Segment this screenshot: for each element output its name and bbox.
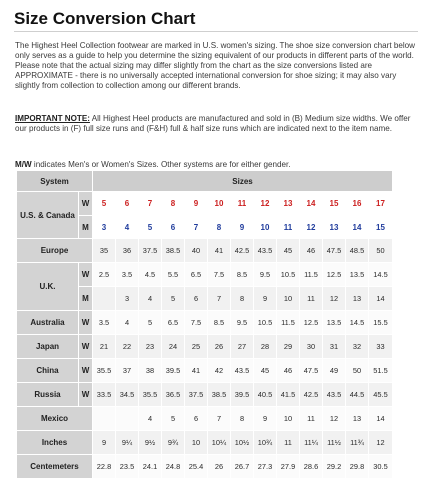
size-cell: 7 [139, 192, 162, 216]
size-cell: 2.5 [93, 263, 116, 287]
us-canada-label: U.S. & Canada [17, 192, 79, 239]
size-cell: 41 [185, 359, 208, 383]
size-cell: 9.5 [231, 311, 254, 335]
size-cell: 7 [185, 216, 208, 239]
size-cell: 41.5 [277, 383, 300, 407]
size-cell: 10.5 [254, 311, 277, 335]
size-cell: 11¼ [300, 431, 323, 455]
size-cell: 13 [346, 407, 369, 431]
size-cell: 10½ [231, 431, 254, 455]
size-cell: 49 [323, 359, 346, 383]
size-cell: 3 [93, 216, 116, 239]
size-cell: 8 [231, 287, 254, 311]
size-cell: 9 [254, 407, 277, 431]
size-cell: 30 [300, 335, 323, 359]
size-cell: 39.5 [231, 383, 254, 407]
gender-w-label: W [79, 335, 93, 359]
size-cell: 35.5 [139, 383, 162, 407]
important-note-label: IMPORTANT NOTE: [15, 114, 90, 123]
table-row [17, 263, 393, 287]
size-cell: 10¾ [254, 431, 277, 455]
size-cell: 23 [139, 335, 162, 359]
size-cell: 32 [346, 335, 369, 359]
size-cell: 6.5 [185, 263, 208, 287]
size-cell: 12 [323, 287, 346, 311]
size-cell: 26 [208, 335, 231, 359]
size-conversion-table [16, 170, 393, 479]
size-cell [116, 407, 139, 431]
size-cell: 26 [208, 455, 231, 479]
size-cell: 9.5 [254, 263, 277, 287]
size-cell: 10¼ [208, 431, 231, 455]
size-cell: 39.5 [162, 359, 185, 383]
size-cell: 10 [277, 287, 300, 311]
table-row [17, 359, 393, 383]
size-cell: 11¾ [346, 431, 369, 455]
centimeters-label: Centemeters [17, 455, 93, 479]
size-cell: 10 [185, 431, 208, 455]
size-cell: 28.6 [300, 455, 323, 479]
size-cell: 6 [162, 216, 185, 239]
size-cell: 16 [346, 192, 369, 216]
table-row [17, 311, 393, 335]
size-cell: 4 [116, 216, 139, 239]
size-cell: 15 [369, 216, 393, 239]
size-cell: 5 [139, 216, 162, 239]
size-cell: 9½ [139, 431, 162, 455]
gender-w-label: W [79, 192, 93, 216]
size-cell: 37.5 [185, 383, 208, 407]
size-cell: 33 [369, 335, 393, 359]
size-cell: 12 [254, 192, 277, 216]
table-row [17, 383, 393, 407]
gender-w-label: W [79, 311, 93, 335]
size-cell: 22.8 [93, 455, 116, 479]
table-header-row [17, 171, 393, 192]
gender-w-label: W [79, 359, 93, 383]
size-cell: 45 [277, 239, 300, 263]
size-cell: 10 [277, 407, 300, 431]
size-cell: 42.5 [300, 383, 323, 407]
size-cell: 11.5 [300, 263, 323, 287]
size-cell: 5.5 [162, 263, 185, 287]
australia-label: Australia [17, 311, 79, 335]
size-cell: 10 [208, 192, 231, 216]
table-row [17, 239, 393, 263]
size-cell: 5 [139, 311, 162, 335]
size-cell: 17 [369, 192, 393, 216]
size-cell: 28 [254, 335, 277, 359]
size-cell: 7 [208, 407, 231, 431]
size-cell: 11 [231, 192, 254, 216]
size-cell: 40.5 [254, 383, 277, 407]
size-cell: 43.5 [231, 359, 254, 383]
size-cell: 27.3 [254, 455, 277, 479]
size-cell: 46 [300, 239, 323, 263]
russia-label: Russia [17, 383, 79, 407]
table-row [17, 455, 393, 479]
size-cell: 38.5 [208, 383, 231, 407]
size-cell: 11 [277, 431, 300, 455]
size-cell: 5 [162, 287, 185, 311]
gender-m-label: M [79, 287, 93, 311]
size-cell: 8 [208, 216, 231, 239]
size-cell: 14 [346, 216, 369, 239]
size-cell: 5 [162, 407, 185, 431]
size-cell: 4 [116, 311, 139, 335]
table-row [17, 192, 393, 216]
size-cell: 14.5 [369, 263, 393, 287]
size-cell: 8 [162, 192, 185, 216]
size-cell: 30.5 [369, 455, 393, 479]
size-cell: 50 [346, 359, 369, 383]
japan-label: Japan [17, 335, 79, 359]
size-cell: 13 [277, 192, 300, 216]
size-cell: 6.5 [162, 311, 185, 335]
size-cell: 40 [185, 239, 208, 263]
size-cell: 9 [185, 192, 208, 216]
size-cell: 9¾ [162, 431, 185, 455]
size-cell: 14 [300, 192, 323, 216]
size-cell: 12.5 [300, 311, 323, 335]
size-cell: 4 [139, 407, 162, 431]
size-cell: 31 [323, 335, 346, 359]
size-cell: 11 [300, 407, 323, 431]
size-cell: 51.5 [369, 359, 393, 383]
table-row [17, 335, 393, 359]
uk-label: U.K. [17, 263, 79, 311]
size-cell: 29 [277, 335, 300, 359]
size-cell: 24.8 [162, 455, 185, 479]
size-cell: 13 [323, 216, 346, 239]
size-cell: 13.5 [323, 311, 346, 335]
size-cell: 3.5 [93, 311, 116, 335]
size-cell: 36.5 [162, 383, 185, 407]
size-cell: 8 [231, 407, 254, 431]
table-row [17, 407, 393, 431]
size-cell: 9 [254, 287, 277, 311]
size-cell: 12 [323, 407, 346, 431]
size-cell: 12.5 [323, 263, 346, 287]
size-cell: 5 [93, 192, 116, 216]
size-cell: 7.5 [208, 263, 231, 287]
size-cell: 15 [323, 192, 346, 216]
size-cell: 15.5 [369, 311, 393, 335]
size-cell: 11½ [323, 431, 346, 455]
size-cell: 33.5 [93, 383, 116, 407]
page-title: Size Conversion Chart [14, 9, 196, 28]
size-cell [93, 407, 116, 431]
size-cell: 29.2 [323, 455, 346, 479]
size-cell: 10.5 [277, 263, 300, 287]
size-cell: 46 [277, 359, 300, 383]
size-cell: 9¼ [116, 431, 139, 455]
size-cell: 9 [231, 216, 254, 239]
gender-m-label: M [79, 216, 93, 239]
size-cell [93, 287, 116, 311]
size-cell: 6 [185, 287, 208, 311]
size-cell: 3.5 [116, 263, 139, 287]
size-cell: 6 [116, 192, 139, 216]
size-cell: 7.5 [185, 311, 208, 335]
size-cell: 42 [208, 359, 231, 383]
size-cell: 8.5 [231, 263, 254, 287]
size-cell: 45 [254, 359, 277, 383]
size-cell: 34.5 [116, 383, 139, 407]
size-cell: 35.5 [93, 359, 116, 383]
gender-w-label: W [79, 263, 93, 287]
size-cell: 12 [369, 431, 393, 455]
size-cell: 27 [231, 335, 254, 359]
size-cell: 25.4 [185, 455, 208, 479]
size-cell: 4 [139, 287, 162, 311]
size-cell: 10 [254, 216, 277, 239]
size-cell: 48.5 [346, 239, 369, 263]
intro-paragraph: The Highest Heel Collection footwear are marked in U.S. women's sizing. The shoe size conversion chart below only serves as a guide to help you determine the sizing equivalent of our products in different parts of the world. Please note that the actual sizing may differ slightly from the chart as the size conversions listed are APPROXIMATE - there is no universally accepted international conversion for shoe sizing; it may also vary slightly from collection to collection among our different brands. [15, 41, 415, 91]
size-cell: 7 [208, 287, 231, 311]
size-cell: 13 [346, 287, 369, 311]
size-cell: 35 [93, 239, 116, 263]
size-cell: 13.5 [346, 263, 369, 287]
size-cell: 24.1 [139, 455, 162, 479]
size-cell: 43.5 [254, 239, 277, 263]
important-note [15, 114, 420, 134]
mw-label: M/W [15, 160, 32, 169]
europe-label: Europe [17, 239, 93, 263]
mw-note [15, 160, 420, 170]
sizes-header: Sizes [93, 171, 393, 192]
size-cell: 11 [277, 216, 300, 239]
size-cell: 11.5 [277, 311, 300, 335]
mw-text: indicates Men's or Women's Sizes. Other systems are for either gender. [31, 160, 291, 169]
size-cell: 45.5 [369, 383, 393, 407]
size-cell: 11 [300, 287, 323, 311]
system-header: System [17, 171, 93, 192]
size-cell: 41 [208, 239, 231, 263]
inches-label: Inches [17, 431, 93, 455]
china-label: China [17, 359, 79, 383]
size-cell: 25 [185, 335, 208, 359]
size-cell: 26.7 [231, 455, 254, 479]
size-cell: 21 [93, 335, 116, 359]
size-cell: 14 [369, 287, 393, 311]
size-cell: 14 [369, 407, 393, 431]
size-cell: 36 [116, 239, 139, 263]
size-cell: 4.5 [139, 263, 162, 287]
size-cell: 37.5 [139, 239, 162, 263]
size-cell: 38.5 [162, 239, 185, 263]
size-cell: 14.5 [346, 311, 369, 335]
title-divider [14, 31, 418, 32]
size-cell: 42.5 [231, 239, 254, 263]
size-cell: 38 [139, 359, 162, 383]
size-cell: 47.5 [300, 359, 323, 383]
size-cell: 47.5 [323, 239, 346, 263]
size-cell: 8.5 [208, 311, 231, 335]
size-cell: 37 [116, 359, 139, 383]
gender-w-label: W [79, 383, 93, 407]
mexico-label: Mexico [17, 407, 93, 431]
table-row [17, 431, 393, 455]
size-cell: 29.8 [346, 455, 369, 479]
important-note-text: All Highest Heel products are manufactured and sold in (B) Medium size widths. We offer our products in (F) full size runs and (F&H) full & half size runs which are indicated next to the item name. [15, 114, 411, 134]
size-cell: 22 [116, 335, 139, 359]
size-cell: 6 [185, 407, 208, 431]
size-cell: 44.5 [346, 383, 369, 407]
size-cell: 24 [162, 335, 185, 359]
size-cell: 23.5 [116, 455, 139, 479]
size-cell: 43.5 [323, 383, 346, 407]
size-cell: 12 [300, 216, 323, 239]
size-cell: 50 [369, 239, 393, 263]
size-cell: 27.9 [277, 455, 300, 479]
size-cell: 9 [93, 431, 116, 455]
size-cell: 3 [116, 287, 139, 311]
